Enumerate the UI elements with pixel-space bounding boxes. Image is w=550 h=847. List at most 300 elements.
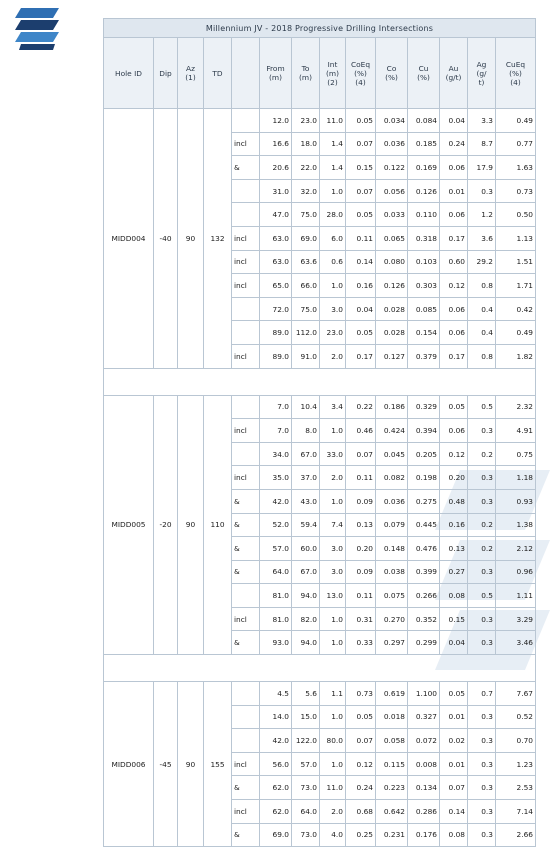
coeq-cell: 0.04 — [346, 297, 376, 321]
interval-cell: 1.0 — [320, 631, 346, 655]
qualifier-cell: incl — [232, 419, 260, 443]
qualifier-cell — [232, 705, 260, 729]
qualifier-cell: & — [232, 560, 260, 584]
co-cell: 0.056 — [376, 179, 408, 203]
cu-cell: 0.352 — [408, 607, 440, 631]
coeq-cell: 0.11 — [346, 226, 376, 250]
qualifier-cell: & — [232, 631, 260, 655]
co-cell: 0.148 — [376, 537, 408, 561]
column-header-au: Au (g/t) — [440, 38, 468, 109]
interval-cell: 3.0 — [320, 560, 346, 584]
column-header-to: To (m) — [292, 38, 320, 109]
ag-cell: 0.3 — [468, 607, 496, 631]
drilling-intersections-table-wrapper — [103, 18, 535, 847]
au-cell: 0.08 — [440, 584, 468, 608]
co-cell: 0.270 — [376, 607, 408, 631]
qualifier-cell: incl — [232, 752, 260, 776]
table-row — [104, 682, 536, 706]
interval-cell: 1.0 — [320, 419, 346, 443]
au-cell: 0.12 — [440, 442, 468, 466]
from-cell: 42.0 — [260, 729, 292, 753]
coeq-cell: 0.05 — [346, 203, 376, 227]
cueq-cell: 0.52 — [496, 705, 536, 729]
cu-cell: 0.394 — [408, 419, 440, 443]
ag-cell: 0.3 — [468, 800, 496, 824]
from-cell: 7.0 — [260, 419, 292, 443]
cu-cell: 0.299 — [408, 631, 440, 655]
to-cell: 73.0 — [292, 776, 320, 800]
from-cell: 20.6 — [260, 156, 292, 180]
separator-cell — [104, 655, 536, 682]
coeq-cell: 0.20 — [346, 537, 376, 561]
total-depth-cell: 132 — [204, 109, 232, 369]
au-cell: 0.13 — [440, 537, 468, 561]
to-cell: 43.0 — [292, 489, 320, 513]
qualifier-cell — [232, 297, 260, 321]
total-depth-cell: 155 — [204, 682, 232, 847]
au-cell: 0.05 — [440, 395, 468, 419]
to-cell: 37.0 — [292, 466, 320, 490]
interval-cell: 1.0 — [320, 607, 346, 631]
co-cell: 0.231 — [376, 823, 408, 847]
column-header-co: Co (%) — [376, 38, 408, 109]
cueq-cell: 2.12 — [496, 537, 536, 561]
au-cell: 0.48 — [440, 489, 468, 513]
ag-cell: 0.7 — [468, 682, 496, 706]
cu-cell: 0.266 — [408, 584, 440, 608]
interval-cell: 3.4 — [320, 395, 346, 419]
interval-cell: 1.4 — [320, 132, 346, 156]
qualifier-cell — [232, 682, 260, 706]
cu-cell: 0.084 — [408, 109, 440, 133]
au-cell: 0.07 — [440, 776, 468, 800]
coeq-cell: 0.31 — [346, 607, 376, 631]
cueq-cell: 3.29 — [496, 607, 536, 631]
ag-cell: 0.4 — [468, 297, 496, 321]
cueq-cell: 1.82 — [496, 344, 536, 368]
from-cell: 69.0 — [260, 823, 292, 847]
from-cell: 7.0 — [260, 395, 292, 419]
ag-cell: 0.4 — [468, 321, 496, 345]
ag-cell: 0.5 — [468, 395, 496, 419]
cueq-cell: 0.50 — [496, 203, 536, 227]
au-cell: 0.06 — [440, 156, 468, 180]
drilling-intersections-table — [103, 18, 536, 847]
column-header-from: From (m) — [260, 38, 292, 109]
ag-cell: 0.3 — [468, 752, 496, 776]
from-cell: 63.0 — [260, 226, 292, 250]
cueq-cell: 0.73 — [496, 179, 536, 203]
co-cell: 0.126 — [376, 274, 408, 298]
co-cell: 0.080 — [376, 250, 408, 274]
qualifier-cell: incl — [232, 226, 260, 250]
qualifier-cell — [232, 321, 260, 345]
ag-cell: 0.5 — [468, 584, 496, 608]
to-cell: 94.0 — [292, 631, 320, 655]
cueq-cell: 0.96 — [496, 560, 536, 584]
ag-cell: 0.3 — [468, 560, 496, 584]
qualifier-cell: incl — [232, 132, 260, 156]
ag-cell: 29.2 — [468, 250, 496, 274]
to-cell: 5.6 — [292, 682, 320, 706]
co-cell: 0.036 — [376, 132, 408, 156]
group-separator — [104, 368, 536, 395]
hole-id-cell: MIDD004 — [104, 109, 154, 369]
to-cell: 66.0 — [292, 274, 320, 298]
coeq-cell: 0.11 — [346, 466, 376, 490]
column-header-coeq: CoEq (%) (4) — [346, 38, 376, 109]
to-cell: 112.0 — [292, 321, 320, 345]
qualifier-cell: incl — [232, 800, 260, 824]
cu-cell: 0.318 — [408, 226, 440, 250]
co-cell: 0.028 — [376, 297, 408, 321]
ag-cell: 0.8 — [468, 344, 496, 368]
cueq-cell: 0.70 — [496, 729, 536, 753]
co-cell: 0.122 — [376, 156, 408, 180]
cueq-cell: 2.66 — [496, 823, 536, 847]
co-cell: 0.028 — [376, 321, 408, 345]
interval-cell: 28.0 — [320, 203, 346, 227]
column-header-td: TD — [204, 38, 232, 109]
dip-cell: -20 — [154, 395, 178, 655]
cueq-cell: 0.49 — [496, 321, 536, 345]
from-cell: 89.0 — [260, 344, 292, 368]
cueq-cell: 0.93 — [496, 489, 536, 513]
cu-cell: 0.327 — [408, 705, 440, 729]
ag-cell: 8.7 — [468, 132, 496, 156]
interval-cell: 1.0 — [320, 705, 346, 729]
column-header-az: Az (1) — [178, 38, 204, 109]
ag-cell: 0.3 — [468, 466, 496, 490]
cu-cell: 0.169 — [408, 156, 440, 180]
qualifier-cell: & — [232, 156, 260, 180]
to-cell: 57.0 — [292, 752, 320, 776]
interval-cell: 2.0 — [320, 466, 346, 490]
cueq-cell: 1.38 — [496, 513, 536, 537]
from-cell: 62.0 — [260, 776, 292, 800]
interval-cell: 1.4 — [320, 156, 346, 180]
interval-cell: 11.0 — [320, 776, 346, 800]
ag-cell: 0.3 — [468, 705, 496, 729]
interval-cell: 1.0 — [320, 179, 346, 203]
ag-cell: 0.3 — [468, 179, 496, 203]
qualifier-cell: & — [232, 537, 260, 561]
to-cell: 94.0 — [292, 584, 320, 608]
interval-cell: 3.0 — [320, 537, 346, 561]
ag-cell: 0.3 — [468, 489, 496, 513]
azimuth-cell: 90 — [178, 682, 204, 847]
from-cell: 14.0 — [260, 705, 292, 729]
au-cell: 0.01 — [440, 752, 468, 776]
qualifier-cell — [232, 584, 260, 608]
azimuth-cell: 90 — [178, 395, 204, 655]
ag-cell: 17.9 — [468, 156, 496, 180]
co-cell: 0.058 — [376, 729, 408, 753]
ag-cell: 0.3 — [468, 823, 496, 847]
interval-cell: 33.0 — [320, 442, 346, 466]
cu-cell: 1.100 — [408, 682, 440, 706]
qualifier-cell: & — [232, 513, 260, 537]
qualifier-cell — [232, 395, 260, 419]
column-header-hole-id: Hole ID — [104, 38, 154, 109]
from-cell: 62.0 — [260, 800, 292, 824]
qualifier-cell — [232, 109, 260, 133]
au-cell: 0.06 — [440, 297, 468, 321]
interval-cell: 7.4 — [320, 513, 346, 537]
co-cell: 0.223 — [376, 776, 408, 800]
dip-cell: -40 — [154, 109, 178, 369]
column-header-interval: Int (m) (2) — [320, 38, 346, 109]
au-cell: 0.24 — [440, 132, 468, 156]
from-cell: 56.0 — [260, 752, 292, 776]
ag-cell: 0.2 — [468, 513, 496, 537]
cueq-cell: 2.53 — [496, 776, 536, 800]
ag-cell: 3.6 — [468, 226, 496, 250]
dip-cell: -45 — [154, 682, 178, 847]
column-header-dip: Dip — [154, 38, 178, 109]
from-cell: 63.0 — [260, 250, 292, 274]
cu-cell: 0.205 — [408, 442, 440, 466]
coeq-cell: 0.15 — [346, 156, 376, 180]
to-cell: 67.0 — [292, 442, 320, 466]
total-depth-cell: 110 — [204, 395, 232, 655]
cueq-cell: 3.46 — [496, 631, 536, 655]
coeq-cell: 0.05 — [346, 321, 376, 345]
to-cell: 82.0 — [292, 607, 320, 631]
cu-cell: 0.110 — [408, 203, 440, 227]
au-cell: 0.60 — [440, 250, 468, 274]
interval-cell: 2.0 — [320, 800, 346, 824]
coeq-cell: 0.13 — [346, 513, 376, 537]
company-logo-icon — [15, 8, 59, 50]
ag-cell: 0.8 — [468, 274, 496, 298]
interval-cell: 1.0 — [320, 489, 346, 513]
coeq-cell: 0.11 — [346, 584, 376, 608]
co-cell: 0.018 — [376, 705, 408, 729]
ag-cell: 3.3 — [468, 109, 496, 133]
interval-cell: 1.1 — [320, 682, 346, 706]
to-cell: 22.0 — [292, 156, 320, 180]
au-cell: 0.04 — [440, 109, 468, 133]
cueq-cell: 2.32 — [496, 395, 536, 419]
coeq-cell: 0.07 — [346, 179, 376, 203]
cueq-cell: 1.23 — [496, 752, 536, 776]
cu-cell: 0.085 — [408, 297, 440, 321]
from-cell: 16.6 — [260, 132, 292, 156]
cu-cell: 0.126 — [408, 179, 440, 203]
coeq-cell: 0.07 — [346, 132, 376, 156]
to-cell: 10.4 — [292, 395, 320, 419]
table-title: Millennium JV - 2018 Progressive Drilling Intersections — [104, 19, 536, 38]
from-cell: 93.0 — [260, 631, 292, 655]
to-cell: 75.0 — [292, 297, 320, 321]
cueq-cell: 0.77 — [496, 132, 536, 156]
coeq-cell: 0.68 — [346, 800, 376, 824]
from-cell: 57.0 — [260, 537, 292, 561]
coeq-cell: 0.14 — [346, 250, 376, 274]
coeq-cell: 0.22 — [346, 395, 376, 419]
column-header-qualifier — [232, 38, 260, 109]
qualifier-cell — [232, 179, 260, 203]
cueq-cell: 1.63 — [496, 156, 536, 180]
from-cell: 42.0 — [260, 489, 292, 513]
qualifier-cell — [232, 442, 260, 466]
au-cell: 0.01 — [440, 179, 468, 203]
to-cell: 64.0 — [292, 800, 320, 824]
azimuth-cell: 90 — [178, 109, 204, 369]
from-cell: 52.0 — [260, 513, 292, 537]
interval-cell: 1.0 — [320, 274, 346, 298]
cu-cell: 0.185 — [408, 132, 440, 156]
interval-cell: 6.0 — [320, 226, 346, 250]
from-cell: 47.0 — [260, 203, 292, 227]
co-cell: 0.036 — [376, 489, 408, 513]
interval-cell: 23.0 — [320, 321, 346, 345]
cu-cell: 0.072 — [408, 729, 440, 753]
co-cell: 0.033 — [376, 203, 408, 227]
group-separator — [104, 655, 536, 682]
cueq-cell: 7.67 — [496, 682, 536, 706]
interval-cell: 0.6 — [320, 250, 346, 274]
qualifier-cell: & — [232, 489, 260, 513]
table-row — [104, 109, 536, 133]
from-cell: 34.0 — [260, 442, 292, 466]
au-cell: 0.17 — [440, 344, 468, 368]
co-cell: 0.127 — [376, 344, 408, 368]
au-cell: 0.01 — [440, 705, 468, 729]
table-row — [104, 395, 536, 419]
cu-cell: 0.476 — [408, 537, 440, 561]
co-cell: 0.034 — [376, 109, 408, 133]
to-cell: 32.0 — [292, 179, 320, 203]
co-cell: 0.115 — [376, 752, 408, 776]
cu-cell: 0.286 — [408, 800, 440, 824]
coeq-cell: 0.25 — [346, 823, 376, 847]
au-cell: 0.06 — [440, 321, 468, 345]
co-cell: 0.297 — [376, 631, 408, 655]
to-cell: 69.0 — [292, 226, 320, 250]
column-header-cu: Cu (%) — [408, 38, 440, 109]
qualifier-cell: incl — [232, 250, 260, 274]
interval-cell: 1.0 — [320, 752, 346, 776]
au-cell: 0.15 — [440, 607, 468, 631]
au-cell: 0.17 — [440, 226, 468, 250]
to-cell: 59.4 — [292, 513, 320, 537]
cueq-cell: 4.91 — [496, 419, 536, 443]
coeq-cell: 0.09 — [346, 560, 376, 584]
cu-cell: 0.379 — [408, 344, 440, 368]
au-cell: 0.14 — [440, 800, 468, 824]
coeq-cell: 0.16 — [346, 274, 376, 298]
ag-cell: 0.3 — [468, 776, 496, 800]
cu-cell: 0.329 — [408, 395, 440, 419]
ag-cell: 0.2 — [468, 442, 496, 466]
au-cell: 0.06 — [440, 203, 468, 227]
qualifier-cell: incl — [232, 466, 260, 490]
qualifier-cell — [232, 203, 260, 227]
interval-cell: 11.0 — [320, 109, 346, 133]
coeq-cell: 0.24 — [346, 776, 376, 800]
interval-cell: 3.0 — [320, 297, 346, 321]
column-header-cueq: CuEq (%) (4) — [496, 38, 536, 109]
co-cell: 0.082 — [376, 466, 408, 490]
to-cell: 18.0 — [292, 132, 320, 156]
to-cell: 73.0 — [292, 823, 320, 847]
from-cell: 64.0 — [260, 560, 292, 584]
cueq-cell: 1.71 — [496, 274, 536, 298]
co-cell: 0.045 — [376, 442, 408, 466]
qualifier-cell: & — [232, 823, 260, 847]
interval-cell: 13.0 — [320, 584, 346, 608]
coeq-cell: 0.73 — [346, 682, 376, 706]
cueq-cell: 1.18 — [496, 466, 536, 490]
cueq-cell: 1.13 — [496, 226, 536, 250]
co-cell: 0.424 — [376, 419, 408, 443]
qualifier-cell: & — [232, 776, 260, 800]
coeq-cell: 0.09 — [346, 489, 376, 513]
from-cell: 4.5 — [260, 682, 292, 706]
ag-cell: 0.3 — [468, 631, 496, 655]
to-cell: 67.0 — [292, 560, 320, 584]
co-cell: 0.186 — [376, 395, 408, 419]
ag-cell: 0.3 — [468, 419, 496, 443]
cu-cell: 0.103 — [408, 250, 440, 274]
hole-id-cell: MIDD006 — [104, 682, 154, 847]
au-cell: 0.27 — [440, 560, 468, 584]
to-cell: 23.0 — [292, 109, 320, 133]
to-cell: 91.0 — [292, 344, 320, 368]
cueq-cell: 0.75 — [496, 442, 536, 466]
cueq-cell: 7.14 — [496, 800, 536, 824]
coeq-cell: 0.05 — [346, 109, 376, 133]
co-cell: 0.065 — [376, 226, 408, 250]
to-cell: 63.6 — [292, 250, 320, 274]
cu-cell: 0.176 — [408, 823, 440, 847]
au-cell: 0.20 — [440, 466, 468, 490]
to-cell: 15.0 — [292, 705, 320, 729]
cu-cell: 0.198 — [408, 466, 440, 490]
interval-cell: 4.0 — [320, 823, 346, 847]
from-cell: 81.0 — [260, 607, 292, 631]
from-cell: 35.0 — [260, 466, 292, 490]
to-cell: 8.0 — [292, 419, 320, 443]
au-cell: 0.05 — [440, 682, 468, 706]
cu-cell: 0.445 — [408, 513, 440, 537]
coeq-cell: 0.12 — [346, 752, 376, 776]
cu-cell: 0.275 — [408, 489, 440, 513]
column-header-ag: Ag (g/ t) — [468, 38, 496, 109]
to-cell: 75.0 — [292, 203, 320, 227]
au-cell: 0.16 — [440, 513, 468, 537]
hole-id-cell: MIDD005 — [104, 395, 154, 655]
coeq-cell: 0.05 — [346, 705, 376, 729]
cueq-cell: 0.42 — [496, 297, 536, 321]
cueq-cell: 1.51 — [496, 250, 536, 274]
au-cell: 0.08 — [440, 823, 468, 847]
au-cell: 0.02 — [440, 729, 468, 753]
co-cell: 0.079 — [376, 513, 408, 537]
au-cell: 0.06 — [440, 419, 468, 443]
coeq-cell: 0.46 — [346, 419, 376, 443]
ag-cell: 0.3 — [468, 729, 496, 753]
co-cell: 0.642 — [376, 800, 408, 824]
co-cell: 0.038 — [376, 560, 408, 584]
coeq-cell: 0.33 — [346, 631, 376, 655]
separator-cell — [104, 368, 536, 395]
au-cell: 0.12 — [440, 274, 468, 298]
cu-cell: 0.134 — [408, 776, 440, 800]
to-cell: 60.0 — [292, 537, 320, 561]
